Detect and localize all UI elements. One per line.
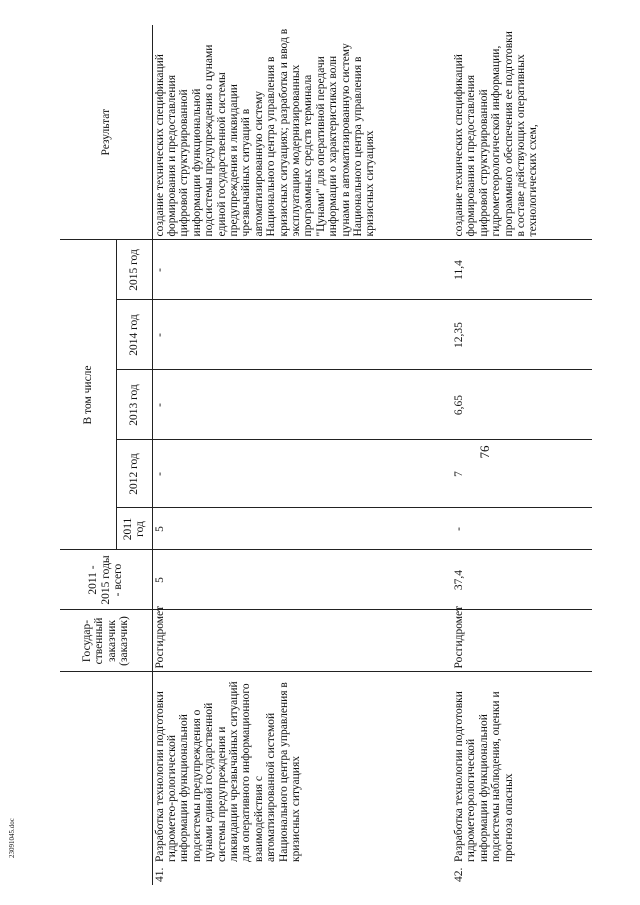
header-name xyxy=(60,672,152,865)
row-customer: Росгидромет xyxy=(452,610,592,672)
rotated-table-container xyxy=(60,25,600,885)
row-2013: - xyxy=(152,370,452,440)
row-result: создание технических спецификаций формирования и предоставления цифровой структурированной гидрометеорологической информации, программного обеспечения ее подготовки в составе действующих оперативных технологических схем, xyxy=(452,25,592,240)
document-code: 23091045.doc xyxy=(8,818,16,858)
row-2012: 7 xyxy=(452,440,592,508)
header-year-2012: 2012 год xyxy=(116,440,152,508)
header-customer: Государ-ственный заказчик (заказчик) xyxy=(60,610,152,672)
header-number xyxy=(60,865,152,885)
table-header xyxy=(60,25,152,885)
header-year-2013: 2013 год xyxy=(116,370,152,440)
row-number: 41. xyxy=(153,867,166,882)
row-total: 37,4 xyxy=(452,550,592,610)
table-row xyxy=(152,25,452,885)
row-2013: 6,65 xyxy=(452,370,592,440)
row-2011: 5 xyxy=(152,508,452,550)
header-year-2014: 2014 год xyxy=(116,300,152,370)
row-customer: Росгидромет xyxy=(152,610,452,672)
row-result: создание технических спецификаций формирования и предоставления цифровой структурированной информации функциональной подсистемы предупреждения о цунами единой государственной системы предупреждения и ликвидации чрезвычайных ситуаций в автоматизированную систему Национального центра управления в кризисных ситуациях; разработка и ввод в эксплуатацию модернизированных программных средств терминала "Цунами" для оперативной передачи информации о характеристиках волн цунами в автоматизированную систему Национального центра управления в кризисных ситуациях xyxy=(152,25,452,240)
header-result: Результат xyxy=(60,25,152,240)
row-2015: - xyxy=(152,240,452,300)
table-row xyxy=(452,25,592,885)
row-2015: 11,4 xyxy=(452,240,592,300)
page-number: 76 xyxy=(477,445,492,459)
row-2014: 12,35 xyxy=(452,300,592,370)
row-2014: - xyxy=(152,300,452,370)
header-year-2011: 2011 год xyxy=(116,508,152,550)
header-in-that-number: В том числе xyxy=(60,240,116,550)
row-name: Разработка технологии подготовки гидрометео-рологической информации функциональной подсистемы предупреждения о цунами единой государственной системы предупреждения и ликвидации чрезвычайных ситуаций для оперативного информационного взаимодействия с автоматизированной системой Национального центра управления в кризисных ситуациях xyxy=(153,681,302,862)
row-number: 42. xyxy=(453,867,465,882)
header-year-2015: 2015 год xyxy=(116,240,152,300)
row-2012: - xyxy=(152,440,452,508)
row-total: 5 xyxy=(152,550,452,610)
header-total: 2011 - 2015 годы - всего xyxy=(60,550,152,610)
budget-table xyxy=(60,25,592,885)
row-2011: - xyxy=(452,508,592,550)
row-name: Разработка технологии подготовки гидрометеорологической информации функциональной подсистемы наблюдения, оценки и прогноза опасных xyxy=(453,691,515,862)
